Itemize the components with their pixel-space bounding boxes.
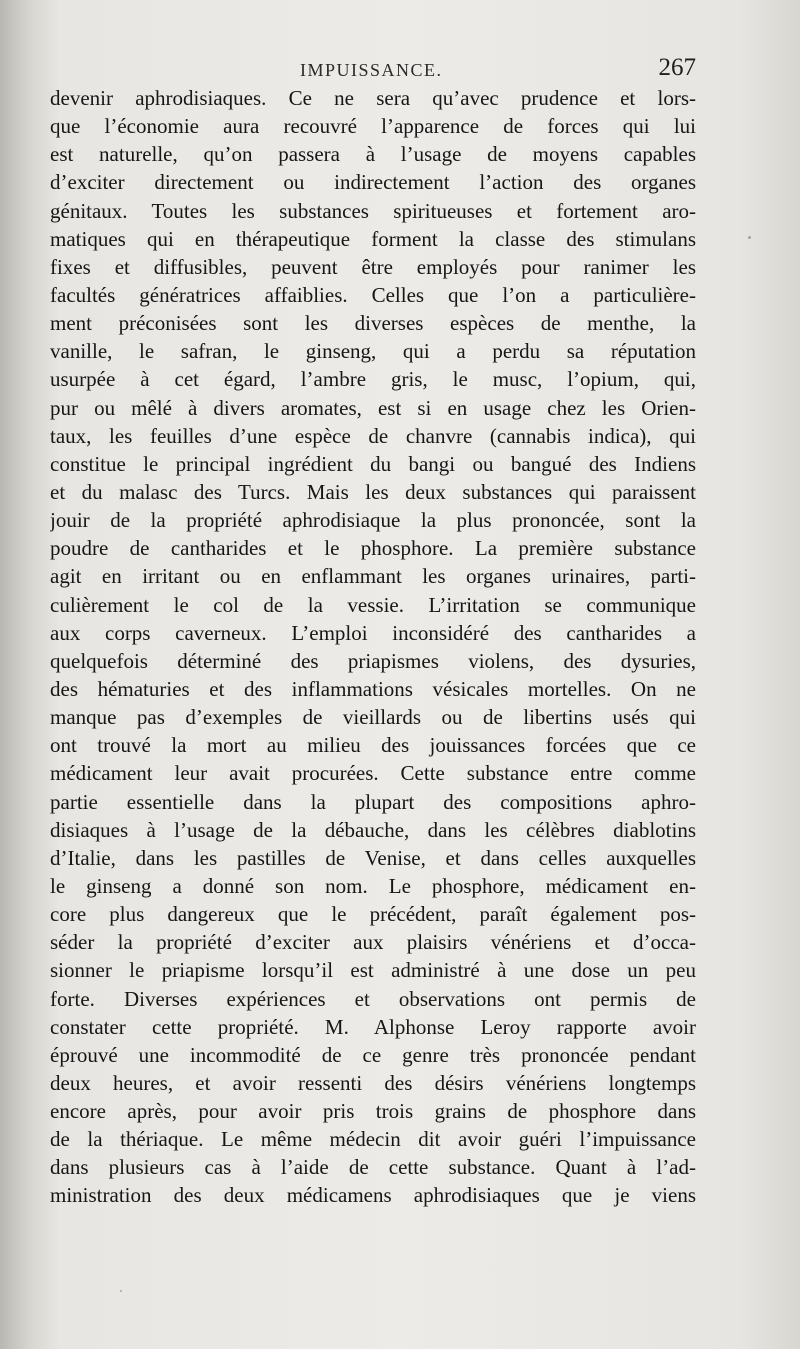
- paper-speck: [120, 1290, 122, 1292]
- text-line: core plus dangereux que le précédent, paraît également pos-: [50, 902, 696, 927]
- page-number: 267: [658, 54, 696, 81]
- text-line: d’Italie, dans les pastilles de Venise, et dans celles auxquelles: [50, 845, 696, 870]
- running-head: IMPUISSANCE.: [300, 60, 443, 80]
- text-line: éprouvé une incommodité de ce genre très prononcée pendant: [50, 1042, 696, 1067]
- text-line: d’exciter directement ou indirectement l’action des organes: [50, 170, 696, 195]
- text-line: devenir aphrodisiaques. Ce ne sera qu’avec prudence et lors-: [50, 86, 696, 110]
- text-line: ont trouvé la mort au milieu des jouissances forcées que ce: [50, 733, 696, 758]
- text-line: pur ou mêlé à divers aromates, est si en usage chez les Orien-: [50, 395, 696, 420]
- text-line: séder la propriété d’exciter aux plaisirs vénériens et d’occa-: [50, 930, 696, 955]
- text-line: facultés génératrices affaiblies. Celles que l’on a particulière-: [50, 282, 696, 307]
- text-line: que l’économie aura recouvré l’apparence de forces qui lui: [50, 114, 696, 139]
- text-line: ministration des deux médicamens aphrodisiaques que je viens: [50, 1183, 696, 1208]
- text-line: fixes et diffusibles, peuvent être employés pour ranimer les: [50, 254, 696, 279]
- text-line: partie essentielle dans la plupart des compositions aphro-: [50, 789, 696, 814]
- text-line: génitaux. Toutes les substances spiritueuses et fortement aro-: [50, 198, 696, 223]
- text-line: constater cette propriété. M. Alphonse Leroy rapporte avoir: [50, 1014, 696, 1039]
- text-line: vanille, le safran, le ginseng, qui a perdu sa réputation: [50, 339, 696, 364]
- text-line: dans plusieurs cas à l’aide de cette substance. Quant à l’ad-: [50, 1155, 696, 1180]
- text-line: encore après, pour avoir pris trois grains de phosphore dans: [50, 1099, 696, 1124]
- text-line: et du malasc des Turcs. Mais les deux substances qui paraissent: [50, 479, 696, 504]
- text-line: ment préconisées sont les diverses espèces de menthe, la: [50, 311, 696, 336]
- text-line: matiques qui en thérapeutique forment la classe des stimulans: [50, 226, 696, 251]
- text-line: des hématuries et des inflammations vésicales mortelles. On ne: [50, 676, 696, 701]
- text-line: culièrement le col de la vessie. L’irritation se communique: [50, 592, 696, 617]
- text-line: deux heures, et avoir ressenti des désirs vénériens longtemps: [50, 1070, 696, 1095]
- text-line: de la thériaque. Le même médecin dit avoir guéri l’impuissance: [50, 1127, 696, 1152]
- text-line: médicament leur avait procurées. Cette substance entre comme: [50, 761, 696, 786]
- text-line: forte. Diverses expériences et observations ont permis de: [50, 986, 696, 1011]
- text-line: jouir de la propriété aphrodisiaque la plus prononcée, sont la: [50, 508, 696, 533]
- text-line: aux corps caverneux. L’emploi inconsidéré des cantharides a: [50, 620, 696, 645]
- text-line: taux, les feuilles d’une espèce de chanvre (cannabis indica), qui: [50, 423, 696, 448]
- text-line: disiaques à l’usage de la débauche, dans les célèbres diablotins: [50, 817, 696, 842]
- text-line: constitue le principal ingrédient du bangi ou bangué des Indiens: [50, 451, 696, 476]
- text-line: quelquefois déterminé des priapismes violens, des dysuries,: [50, 648, 696, 673]
- paper-speck: [748, 236, 751, 239]
- page-header: [50, 54, 696, 84]
- text-line: sionner le priapisme lorsqu’il est administré à une dose un peu: [50, 958, 696, 983]
- text-line: le ginseng a donné son nom. Le phosphore, médicament en-: [50, 873, 696, 898]
- text-line: manque pas d’exemples de vieillards ou de libertins usés qui: [50, 705, 696, 730]
- text-line: agit en irritant ou en enflammant les organes urinaires, parti-: [50, 564, 696, 589]
- text-line: est naturelle, qu’on passera à l’usage de moyens capables: [50, 142, 696, 167]
- text-line: poudre de cantharides et le phosphore. La première substance: [50, 536, 696, 561]
- text-line: usurpée à cet égard, l’ambre gris, le musc, l’opium, qui,: [50, 367, 696, 392]
- body-text: [50, 84, 696, 1210]
